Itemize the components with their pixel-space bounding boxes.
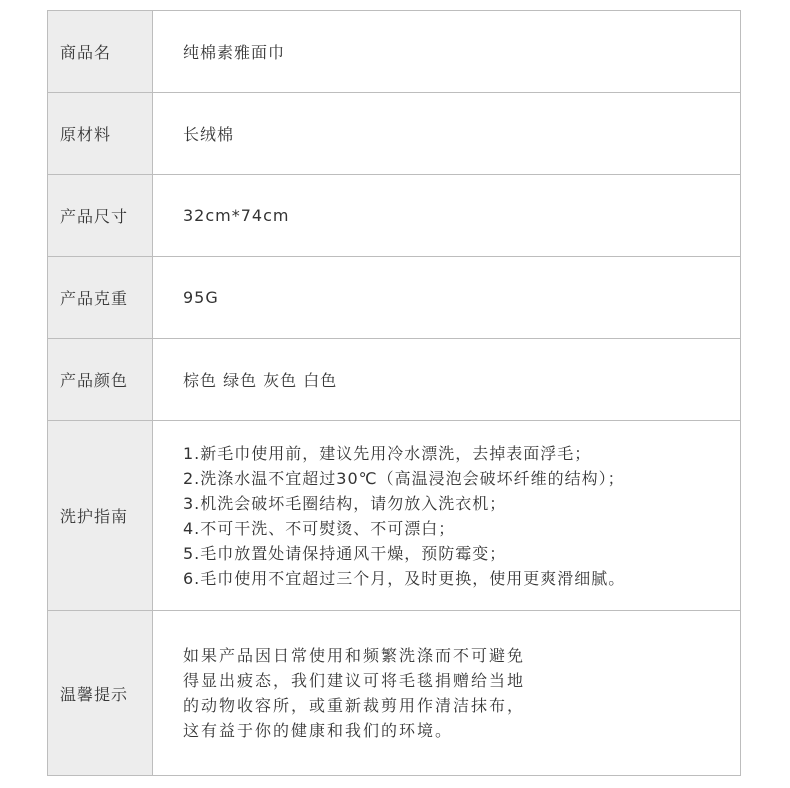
- care-line: 2.洗涤水温不宜超过30℃（高温浸泡会破坏纤维的结构）；: [183, 468, 625, 488]
- spec-value: 棕色 绿色 灰色 白色: [183, 371, 338, 390]
- spec-row-size: [48, 175, 740, 257]
- spec-label: 温馨提示: [48, 611, 153, 775]
- spec-value: 32cm*74cm: [183, 206, 290, 225]
- tips-line: 这有益于你的健康和我们的环境。: [183, 721, 454, 740]
- spec-row-tips: [48, 611, 740, 775]
- tips-lines: [183, 643, 525, 743]
- spec-row-name: [48, 11, 740, 93]
- spec-label: 原材料: [48, 93, 153, 174]
- spec-label: 洗护指南: [48, 421, 153, 610]
- tips-line: 的动物收容所，或重新裁剪用作清洁抹布，: [183, 696, 526, 715]
- spec-value: 纯棉素雅面巾: [183, 43, 286, 62]
- spec-label: 产品克重: [48, 257, 153, 338]
- spec-row-care: [48, 421, 740, 611]
- product-spec-table: [47, 10, 741, 776]
- spec-row-weight: [48, 257, 740, 339]
- warm-tips: [153, 611, 740, 775]
- care-line: 4.不可干洗、不可熨烫、不可漂白；: [183, 518, 456, 538]
- spec-value: 95G: [183, 288, 219, 307]
- care-line: 1.新毛巾使用前，建议先用冷水漂洗，去掉表面浮毛；: [183, 443, 592, 463]
- spec-label: 产品颜色: [48, 339, 153, 420]
- tips-line: 得显出疲态，我们建议可将毛毯捐赠给当地: [183, 671, 526, 690]
- spec-label: 产品尺寸: [48, 175, 153, 256]
- spec-label: 商品名: [48, 11, 153, 92]
- care-lines: [183, 441, 625, 591]
- care-line: 6.毛巾使用不宜超过三个月，及时更换，使用更爽滑细腻。: [183, 568, 626, 588]
- spec-value: 长绒棉: [183, 125, 235, 144]
- care-line: 3.机洗会破坏毛圈结构，请勿放入洗衣机；: [183, 493, 507, 513]
- tips-line: 如果产品因日常使用和频繁洗涤而不可避免: [183, 646, 526, 665]
- care-instructions: [153, 421, 740, 610]
- care-line: 5.毛巾放置处请保持通风干燥，预防霉变；: [183, 543, 507, 563]
- spec-row-colors: [48, 339, 740, 421]
- spec-row-material: [48, 93, 740, 175]
